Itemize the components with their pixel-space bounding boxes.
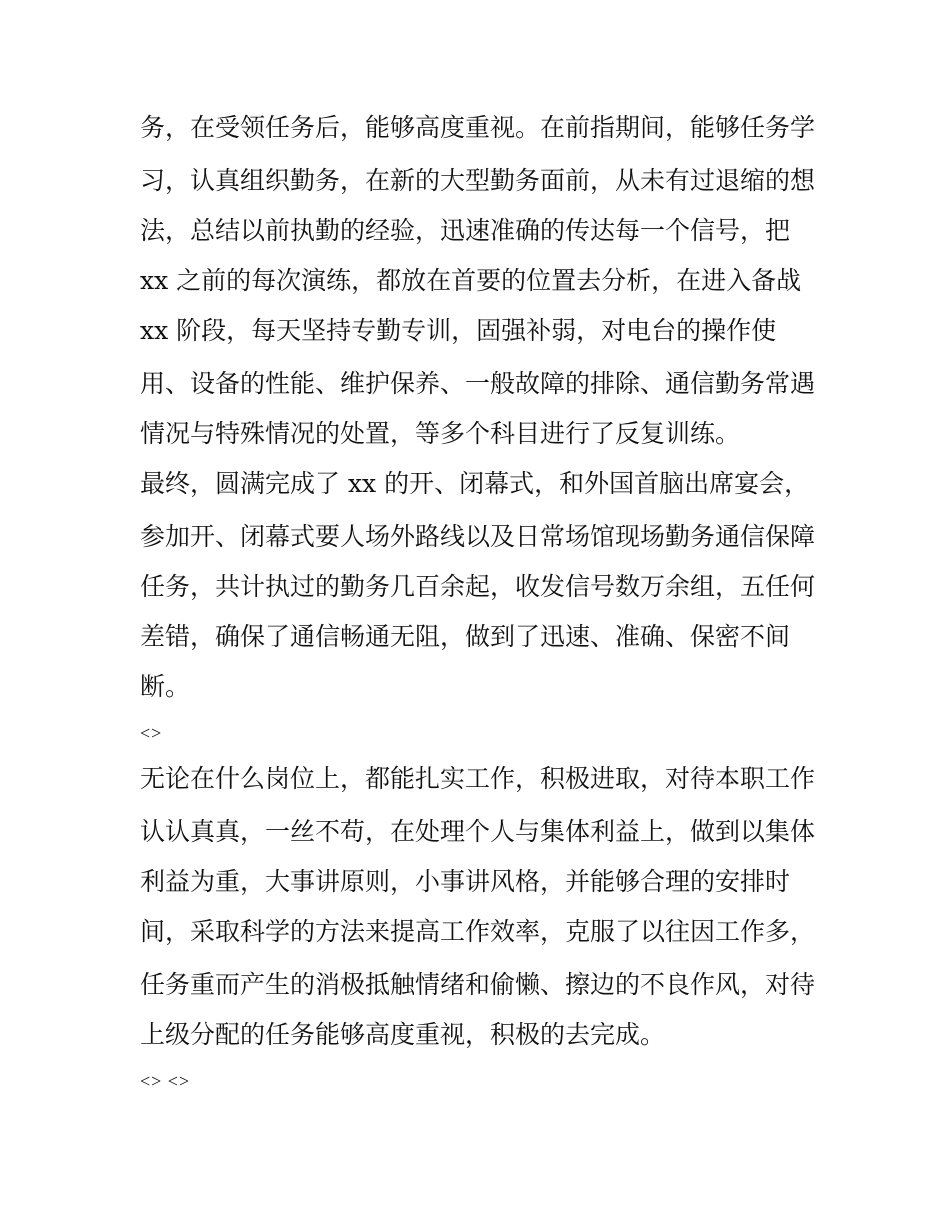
- text-line: 无论在什么岗位上，都能扎实工作，积极进取，对待本职工作: [140, 764, 816, 793]
- text-line: 间，采取科学的方法来提高工作效率，克服了以往因工作多，: [140, 917, 816, 946]
- text-line: 任务重而产生的消极抵触情绪和偷懒、擦边的不良作风，对待: [140, 970, 816, 999]
- text-line: 法，总结以前执勤的经验，迅速准确的传达每一个信号，把: [140, 216, 791, 245]
- text-line: 差错，确保了通信畅通无阻，做到了迅速、准确、保密不间: [140, 622, 791, 651]
- text-line: 利益为重，大事讲原则，小事讲风格，并能够合理的安排时: [140, 867, 791, 896]
- text-line: 认认真真，一丝不苟，在处理个人与集体利益上，做到以集体: [140, 817, 816, 846]
- section-marker: <> <>: [140, 1071, 191, 1091]
- text-line: 最终，圆满完成了 xx 的开、闭幕式，和外国首脑出席宴会，: [140, 469, 810, 498]
- text-line: 务，在受领任务后，能够高度重视。在前指期间，能够任务学: [140, 113, 816, 142]
- text-line: 断。: [140, 672, 191, 701]
- text-line: 习，认真组织勤务，在新的大型勤务面前，从未有过退缩的想: [140, 166, 816, 195]
- text-line: xx 之前的每次演练，都放在首要的位置去分析，在进入备战: [140, 266, 802, 295]
- text-line: 上级分配的任务能够高度重视，积极的去完成。: [140, 1020, 666, 1049]
- text-line: 参加开、闭幕式要人场外路线以及日常场馆现场勤务通信保障: [140, 522, 816, 551]
- text-line: 用、设备的性能、维护保养、一般故障的排除、通信勤务常遇: [140, 369, 816, 398]
- text-line: 情况与特殊情况的处置，等多个科目进行了反复训练。: [140, 419, 741, 448]
- text-line: xx 阶段，每天坚持专勤专训，固强补弱，对电台的操作使: [140, 316, 777, 345]
- section-marker: <>: [140, 723, 163, 743]
- text-line: 任务，共计执过的勤务几百余起，收发信号数万余组，五任何: [140, 572, 816, 601]
